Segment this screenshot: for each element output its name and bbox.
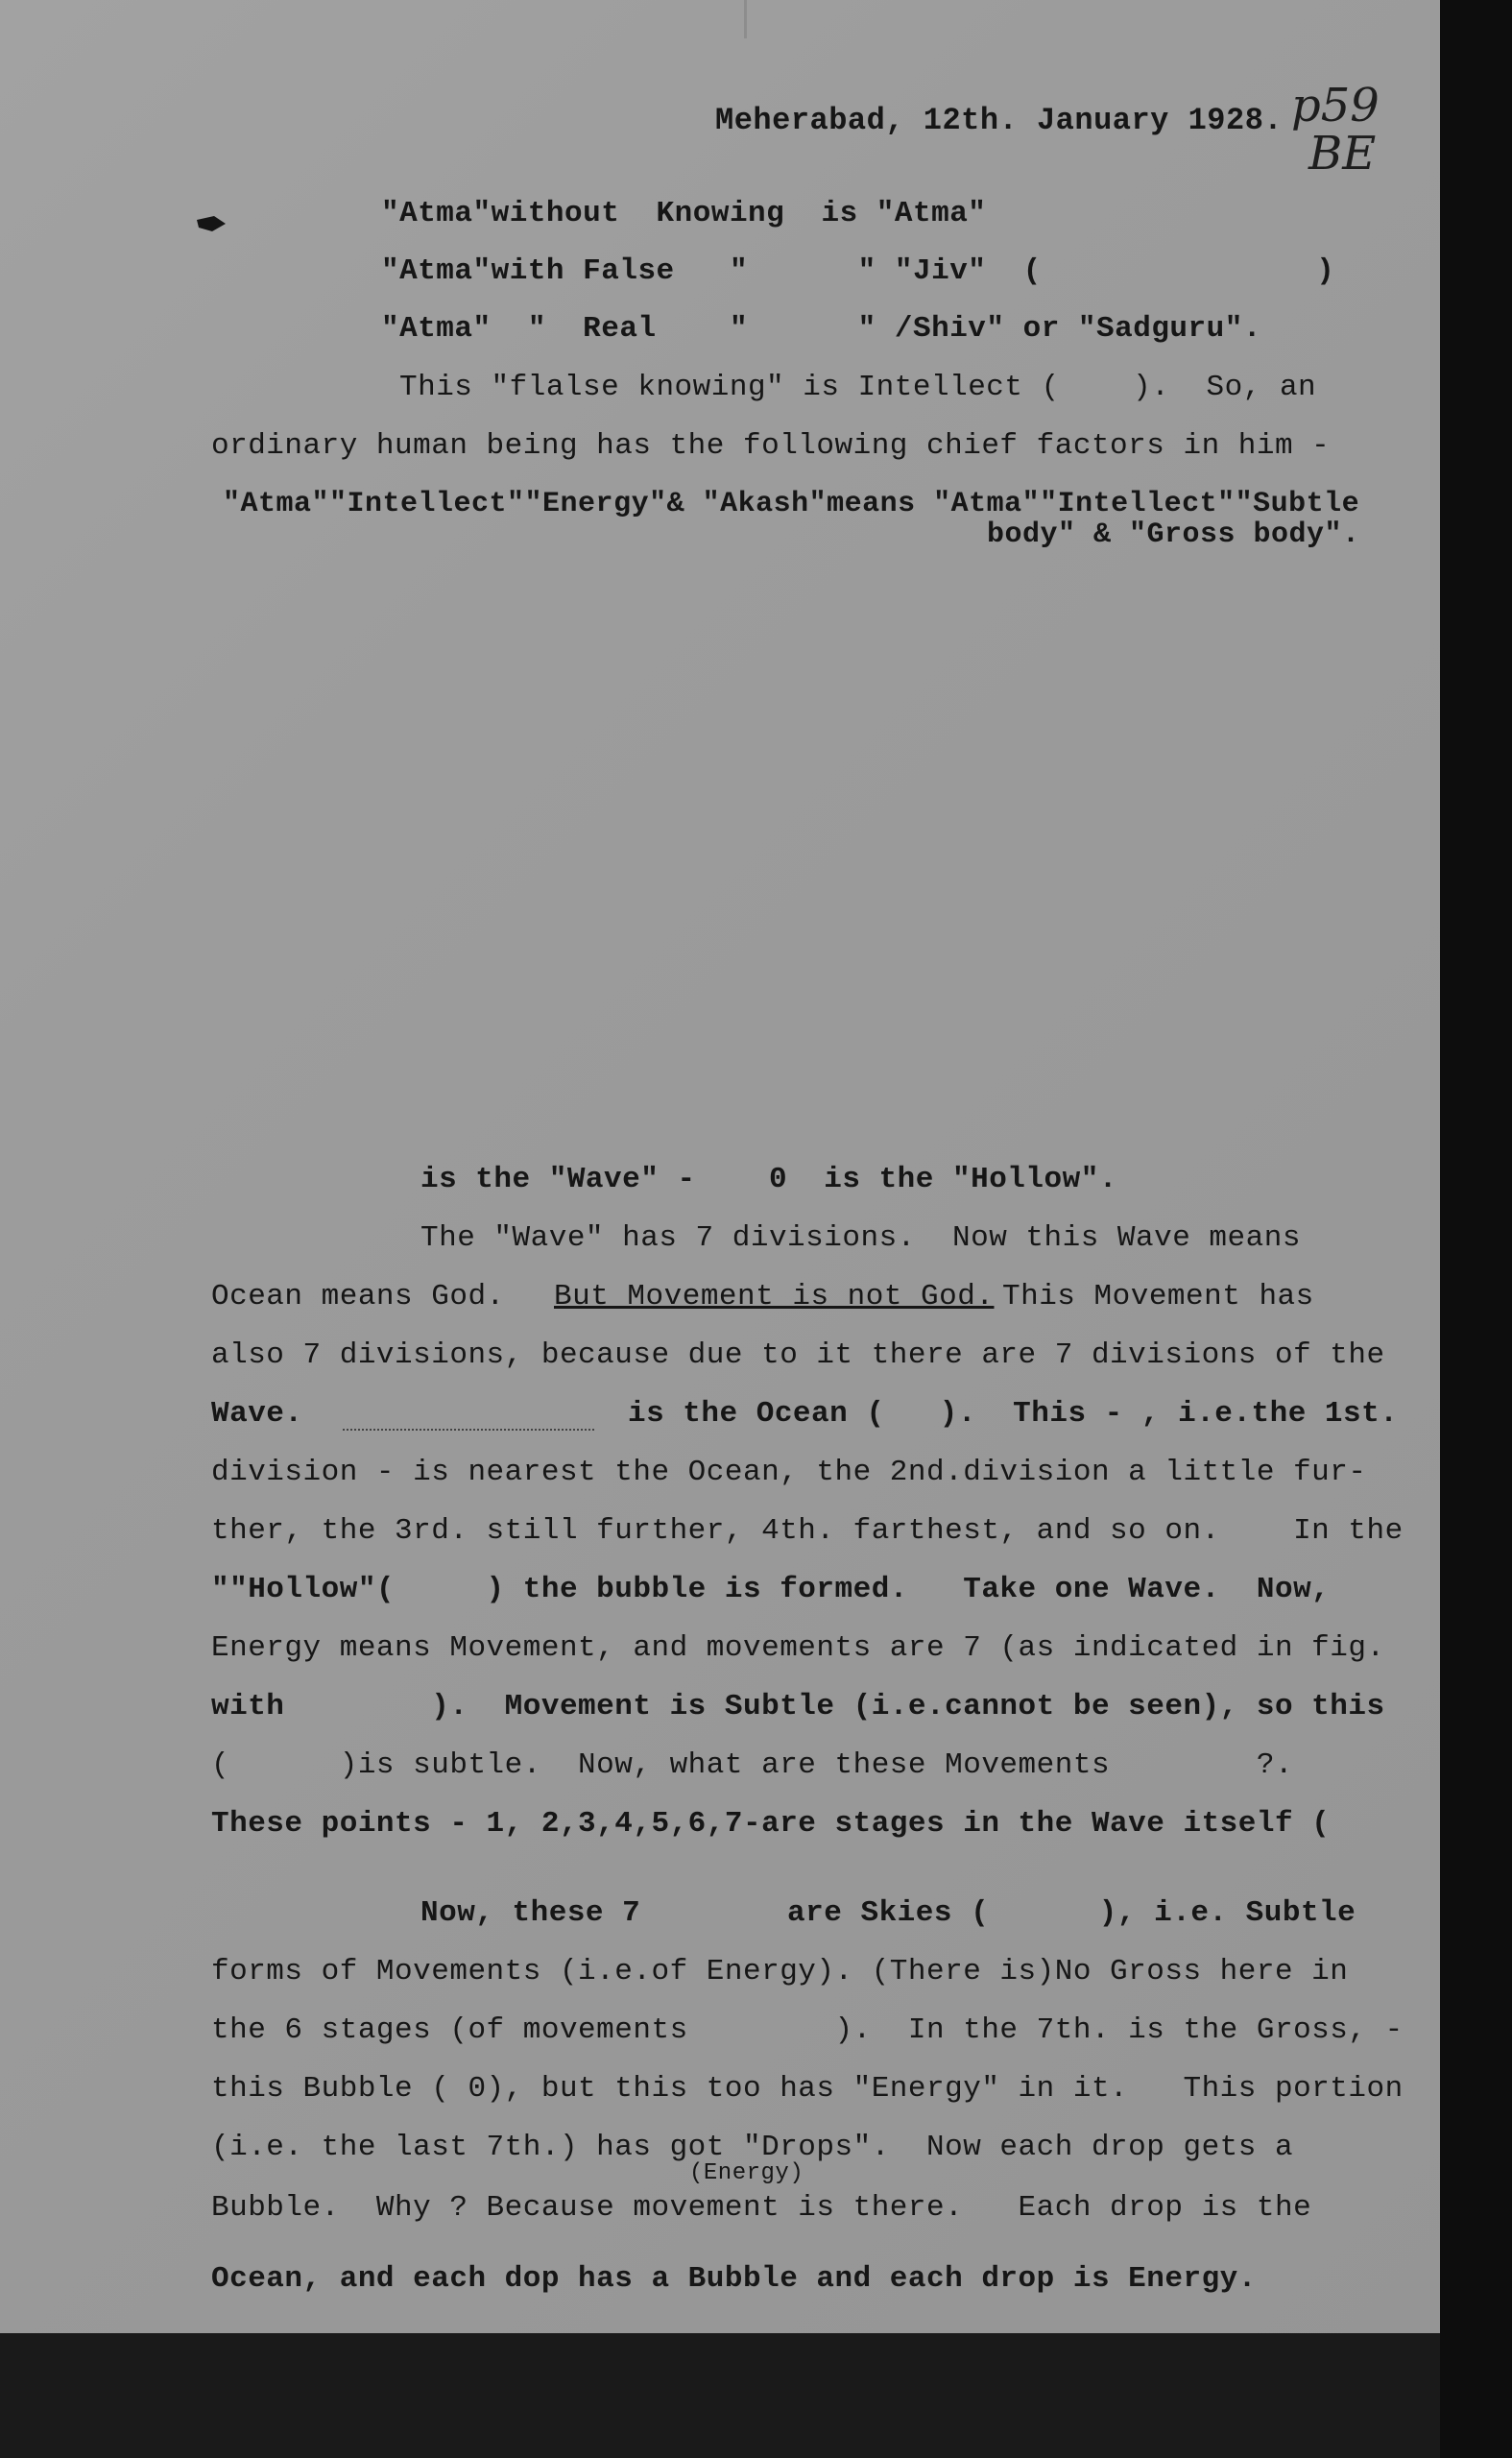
text-line: "Atma""Intellect""Energy"& "Akash"means "Atma""Intellect""Subtle (223, 488, 1360, 520)
text-line: is the Ocean ( ). This - , i.e.the 1st. (628, 1397, 1399, 1431)
text-line: division - is nearest the Ocean, the 2nd.division a little fur- (211, 1456, 1367, 1489)
text-line: These points - 1, 2,3,4,5,6,7-are stages in the Wave itself ( (211, 1807, 1331, 1841)
dateline: Meherabad, 12th. January 1928. (715, 103, 1284, 138)
blank-rule (343, 1429, 594, 1431)
underlined-text: But Movement is not God. (554, 1280, 995, 1313)
text-line: ther, the 3rd. still further, 4th. farthest, and so on. In the (211, 1514, 1404, 1548)
handwritten-initials: BE (1308, 127, 1377, 181)
text-line: "Atma" " Real " " /Shiv" or "Sadguru". (381, 312, 1261, 346)
scan-edge-bottom (0, 2333, 1440, 2458)
text-line: this Bubble ( 0), but this too has "Energy" in it. This portion (211, 2072, 1404, 2106)
text-line: forms of Movements (i.e.of Energy). (There is)No Gross here in (211, 1955, 1349, 1988)
interlinear-note: (Energy) (689, 2160, 804, 2186)
text-line: The "Wave" has 7 divisions. Now this Wave means (420, 1221, 1301, 1255)
text-line: Ocean, and each dop has a Bubble and each drop is Energy. (211, 2262, 1257, 2296)
scan-edge-right (1440, 0, 1512, 2458)
text-line: ( )is subtle. Now, what are these Movements ?. (211, 1748, 1294, 1782)
text-line: also 7 divisions, because due to it there are 7 divisions of the (211, 1338, 1385, 1372)
text-line: Bubble. Why ? Because movement is there. Each drop is the (211, 2191, 1312, 2225)
text-line: Wave. (211, 1397, 303, 1431)
handwritten-page-ref: p59 (1291, 79, 1380, 133)
text-line: Energy means Movement, and movements are 7 (as indicated in fig. (211, 1631, 1385, 1665)
text-line: ""Hollow"( ) the bubble is formed. Take one Wave. Now, (211, 1573, 1331, 1606)
text-line: This "flalse knowing" is Intellect ( ). So, an (399, 371, 1317, 404)
text-line: Now, these 7 are Skies ( ), i.e. Subtle (420, 1896, 1356, 1930)
text-line: body" & "Gross body". (987, 518, 1360, 551)
text-line: is the "Wave" - 0 is the "Hollow". (420, 1163, 1117, 1196)
ink-mark (197, 216, 226, 231)
paper-crease (744, 0, 747, 38)
text-line: with ). Movement is Subtle (i.e.cannot be seen), so this (211, 1690, 1385, 1723)
text-line: (i.e. the last 7th.) has got "Drops". Now each drop gets a (211, 2131, 1294, 2164)
text-line: "Atma"with False " " "Jiv" ( ) (381, 254, 1335, 288)
text-line: Ocean means God. (211, 1280, 505, 1313)
text-line: the 6 stages (of movements ). In the 7th. is the Gross, - (211, 2013, 1404, 2047)
text-line: "Atma"without Knowing is "Atma" (381, 197, 987, 230)
text-line: ordinary human being has the following chief factors in him - (211, 429, 1331, 463)
text-line: This Movement has (1002, 1280, 1314, 1313)
handwritten-note (1291, 79, 1416, 206)
